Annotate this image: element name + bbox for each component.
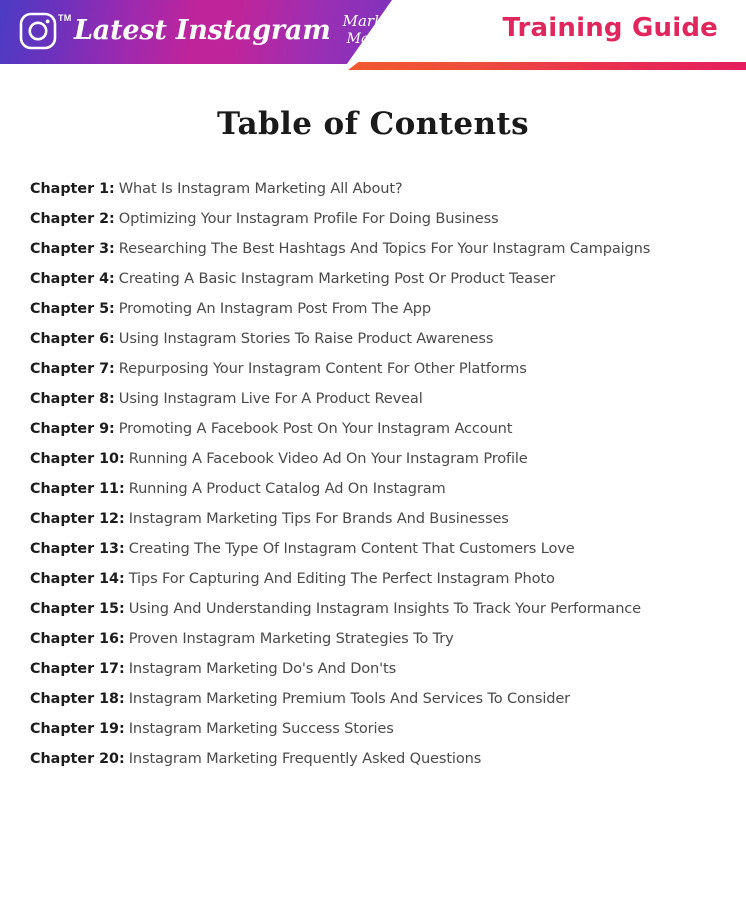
toc-row[interactable]: [30, 654, 746, 684]
chapter-label: Chapter 11:: [30, 481, 125, 497]
chapter-label: Chapter 12:: [30, 511, 125, 527]
chapter-label: Chapter 1:: [30, 181, 115, 197]
brand-tagline: [343, 12, 425, 48]
chapter-label: Chapter 14:: [30, 571, 125, 587]
chapter-label: Chapter 2:: [30, 211, 115, 227]
chapter-label: Chapter 5:: [30, 301, 115, 317]
chapter-label: Chapter 19:: [30, 721, 125, 737]
toc-row[interactable]: [30, 684, 746, 714]
chapter-title: Using Instagram Live For A Product Reveal: [118, 390, 423, 407]
toc-row[interactable]: [30, 564, 746, 594]
chapter-label: Chapter 10:: [30, 451, 125, 467]
chapter-label: Chapter 4:: [30, 271, 115, 287]
brand-tagline-line-2: Made Easy: [346, 31, 425, 47]
chapter-label: Chapter 15:: [30, 601, 125, 617]
training-guide-title: Training Guide: [502, 13, 718, 43]
toc-row[interactable]: [30, 714, 746, 744]
chapter-title: Repurposing Your Instagram Content For Other Platforms: [118, 360, 527, 377]
toc-row[interactable]: [30, 294, 746, 324]
chapter-title: Promoting A Facebook Post On Your Instagram Account: [118, 420, 513, 437]
chapter-label: Chapter 7:: [30, 361, 115, 377]
chapter-title: Instagram Marketing Tips For Brands And Businesses: [128, 510, 509, 527]
brand-lockup: [18, 6, 425, 58]
toc-row[interactable]: [30, 594, 746, 624]
chapter-label: Chapter 16:: [30, 631, 125, 647]
page-title: Table of Contents: [216, 106, 529, 142]
chapter-title: Proven Instagram Marketing Strategies To Try: [128, 630, 454, 647]
chapter-title: Researching The Best Hashtags And Topics For Your Instagram Campaigns: [118, 240, 651, 257]
chapter-title: Instagram Marketing Do's And Don'ts: [128, 660, 397, 677]
toc-row[interactable]: [30, 414, 746, 444]
chapter-title: Running A Product Catalog Ad On Instagram: [128, 480, 446, 497]
chapter-label: Chapter 13:: [30, 541, 125, 557]
chapter-title: Creating A Basic Instagram Marketing Post Or Product Teaser: [118, 270, 556, 287]
chapter-title: Instagram Marketing Premium Tools And Services To Consider: [128, 690, 571, 707]
chapter-title: Promoting An Instagram Post From The App: [118, 300, 432, 317]
chapter-title: Instagram Marketing Frequently Asked Questions: [128, 750, 482, 767]
chapter-title: Using And Understanding Instagram Insights To Track Your Performance: [128, 600, 641, 617]
chapter-label: Chapter 20:: [30, 751, 125, 767]
toc-row[interactable]: [30, 534, 746, 564]
toc-row[interactable]: [30, 234, 746, 264]
chapter-label: Chapter 3:: [30, 241, 115, 257]
toc-row[interactable]: [30, 354, 746, 384]
chapter-label: Chapter 18:: [30, 691, 125, 707]
table-of-contents-list: [0, 174, 746, 774]
toc-row[interactable]: [30, 504, 746, 534]
toc-row[interactable]: [30, 324, 746, 354]
header-accent-bar: [348, 62, 746, 70]
chapter-title: Creating The Type Of Instagram Content That Customers Love: [128, 540, 575, 557]
brand-name: Latest Instagram: [74, 15, 331, 46]
trademark-symbol: TM: [58, 13, 72, 23]
chapter-title: Using Instagram Stories To Raise Product Awareness: [118, 330, 494, 347]
brand-tagline-line-1: Marketing: [342, 12, 423, 30]
chapter-label: Chapter 6:: [30, 331, 115, 347]
chapter-title: What Is Instagram Marketing All About?: [118, 180, 403, 197]
toc-row[interactable]: [30, 204, 746, 234]
toc-row[interactable]: [30, 174, 746, 204]
toc-row[interactable]: [30, 384, 746, 414]
toc-row[interactable]: [30, 744, 746, 774]
chapter-label: Chapter 17:: [30, 661, 125, 677]
page-header: [0, 0, 746, 72]
chapter-label: Chapter 9:: [30, 421, 115, 437]
chapter-title: Optimizing Your Instagram Profile For Doing Business: [118, 210, 499, 227]
toc-row[interactable]: [30, 624, 746, 654]
instagram-camera-icon: [18, 11, 72, 51]
toc-row[interactable]: [30, 264, 746, 294]
chapter-title: Instagram Marketing Success Stories: [128, 720, 394, 737]
chapter-title: Running A Facebook Video Ad On Your Instagram Profile: [128, 450, 528, 467]
chapter-title: Tips For Capturing And Editing The Perfect Instagram Photo: [128, 570, 555, 587]
chapter-label: Chapter 8:: [30, 391, 115, 407]
toc-row[interactable]: [30, 474, 746, 504]
toc-row[interactable]: [30, 444, 746, 474]
